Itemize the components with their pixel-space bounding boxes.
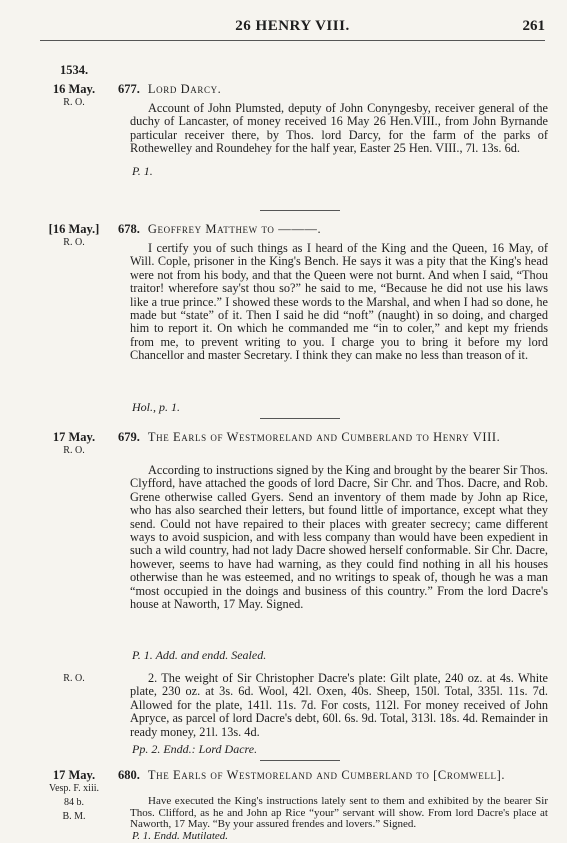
- entry-source: R. O.: [63, 237, 85, 248]
- year-marker: 1534.: [60, 63, 89, 77]
- entry-margin: [44, 222, 104, 250]
- entry-source: 84 b.: [64, 797, 84, 808]
- entry-source: R. O.: [63, 445, 85, 456]
- entry-number: 680.: [118, 768, 140, 782]
- entry-body: According to instructions signed by the King and brought by the bearer Sir Thos. Clyfford, have attached the goods of lord Dacre, Sir Chr. and Thos. Dacre, and Rob. Grene otherwise called Gyers. Send an inventory of them made by John ap Rice, who has also searched their letters, but found little of importance, except what they send. Could not have repaired to their places with greater secrecy; came different ways to avoid suspicion, and with less company than would have been expedient in such a wild country, had not lady Dacre showed herself conformable. Sir Chr. Dacre, however, seems to have had warning, as they could find nothing in all his houses otherwise than he was esteemed, and no writings to speak of, though he was a man “most occupied in the doings and business of this country.” From the lord Dacre's house at Naworth, 17 May. Signed.: [130, 463, 548, 612]
- entry-date: 17 May.: [52, 430, 96, 444]
- entry-source: B. M.: [62, 811, 86, 822]
- entry-margin: [44, 768, 104, 824]
- entry-number: 677.: [118, 82, 140, 96]
- entry-note: P. 1. Add. and endd. Sealed.: [132, 648, 267, 662]
- entry-heading: [118, 222, 548, 236]
- entry-number: 678.: [118, 222, 140, 236]
- running-title: 26 HENRY VIII.: [235, 18, 350, 34]
- entry-body: Account of John Plumsted, deputy of John Conyngesby, receiver general of the duchy of Lancaster, of money received 16 May 26 Hen.VIII., from John Byrnande particular receiver there, by Thos. lord Darcy, for the farm of the parks of Rothewelley and Roundehey for the half year, Easter 25 Hen. VIII., 7l. 13s. 6d.: [130, 101, 548, 156]
- section-divider: [260, 418, 340, 419]
- entry-note: P. 1. Endd. Mutilated.: [132, 830, 229, 842]
- entry-date: [16 May.]: [48, 222, 100, 236]
- entry-source: Vesp. F. xiii.: [48, 783, 100, 794]
- entry-title: Lord Darcy.: [147, 82, 222, 96]
- entry-note: Hol., p. 1.: [132, 400, 180, 414]
- entry-heading: [118, 768, 548, 782]
- entry-note: P. 1.: [132, 164, 153, 178]
- entry-margin: [44, 82, 104, 110]
- section-divider: [260, 760, 340, 761]
- entry-source: R. O.: [63, 673, 85, 684]
- entry-note: Pp. 2. Endd.: Lord Dacre.: [132, 742, 258, 756]
- entry-title: The Earls of Westmoreland and Cumberland to Henry VIII.: [147, 430, 501, 444]
- entry-title: The Earls of Westmoreland and Cumberland to [Cromwell].: [147, 768, 506, 782]
- entry-heading: [118, 82, 548, 96]
- entry-margin: [44, 430, 104, 458]
- entry-source: R. O.: [63, 97, 85, 108]
- entry-number: 679.: [118, 430, 140, 444]
- page-number: 261: [522, 18, 545, 34]
- entry-heading: [118, 430, 548, 444]
- entry-margin: [44, 672, 104, 686]
- entry-title: Geoffrey Matthew to ———.: [147, 222, 322, 236]
- running-header: [40, 18, 545, 41]
- entry-body: Have executed the King's instructions lately sent to them and exhibited by the bearer Sir Thos. Clifford, as he and John ap Rice “your” servant will show. From lord Dacre's place at Naworth, 17 May. “By your assured frendes and lovers.” Signed.: [130, 795, 548, 831]
- entry-body: I certify you of such things as I heard of the King and the Queen, 16 May, of Will. Cople, prisoner in the King's Bench. He says it was a pity that the King's head were not from his body, and that the Queen were not burnt. And when I said, “Thou traitor! wherefore say'st thou so?” he said to me, “Because he did not use his laws like a true prince.” I showed these words to the Marshal, and when I had so done, he made but “state” of it. Then I said he did “noft” (naught) in so doing, and charged him to report it. On which he commanded me “in to coler,” and kept my friends from me, to prevent writing to you. I charge you to bring it before my lord Chancellor and master Secretary. I think they can make no less than treason of it.: [130, 241, 548, 363]
- section-divider: [260, 210, 340, 211]
- entry-body: 2. The weight of Sir Christopher Dacre's plate: Gilt plate, 240 oz. at 4s. White plate, 230 oz. at 3s. 6d. Wool, 42l. Oxen, 40s. Sheep, 150l. Total, 335l. 11s. 7d. Allowed for the plate, 141l. 11s. 7d. For costs, 112l. For money received of John Apryce, as parcel of lord Dacre's debt, 60l. 6s. 9d. Total, 313l. 18s. 4d. Remainder in ready money, 21l. 13s. 4d.: [130, 671, 548, 739]
- entry-date: 17 May.: [52, 768, 96, 782]
- entry-date: 16 May.: [52, 82, 96, 96]
